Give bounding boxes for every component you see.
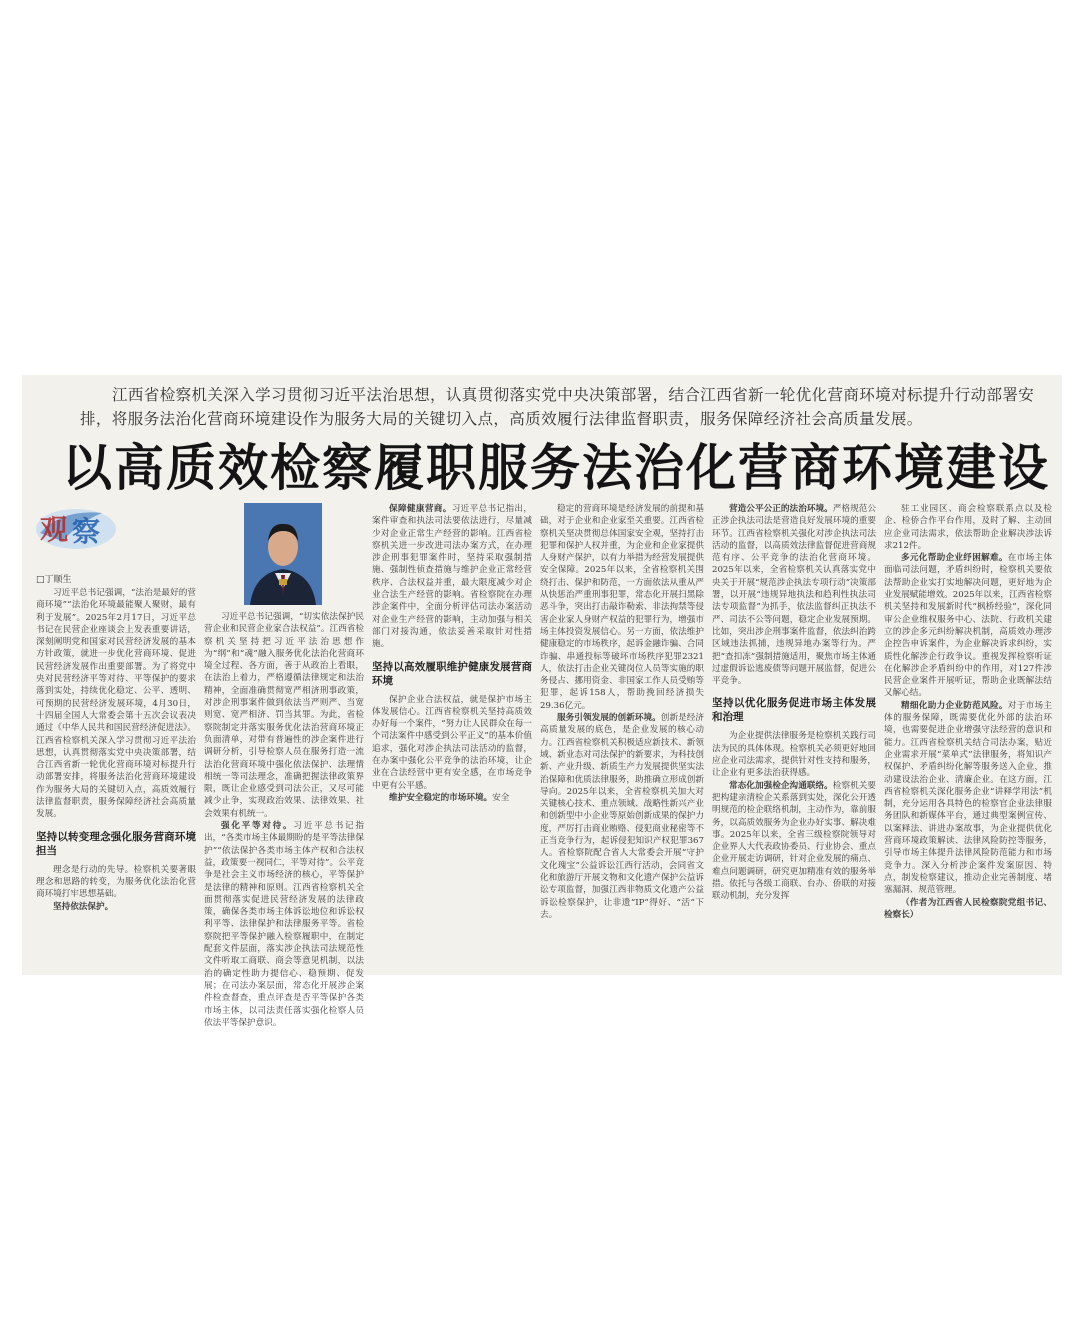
column-5 xyxy=(712,503,876,972)
svg-text:察: 察 xyxy=(72,515,101,548)
guancha-logo xyxy=(32,503,116,553)
run-in-heading: 多元化帮助企业纾困解难。 xyxy=(901,553,1008,564)
paragraph: 习近平总书记强调，“法治是最好的营商环境”“法治化环境最能聚人聚财，最有利于发展”。2025年2月17日，习近平总书记在民营企业座谈会上发表重要讲话，深刻阐明党和国家对民营经济发展的基本方针政策，就进一步优化营商环境、促进民营经济发展作出重要部署。为了将党中央对民营经济平等对待、平等保护的要求落到实处，持续优化稳定、公平、透明、可预期的民营经济发展环境，4月30日，十四届全国人大常委会第十五次会议表决通过《中华人民共和国民营经济促进法》。江西省检察机关深入学习贯彻习近平法治思想，认真贯彻落实党中央决策部署，结合江西省新一轮优化营商环境对标提升行动部署安排，将服务法治化营商环境建设作为服务大局的关键切入点，高质效履行法律监督职责，服务保障经济社会高质量发展。 xyxy=(36,588,196,820)
byline: □丁顺生 xyxy=(36,575,72,585)
paragraph: 对于市场主体的服务保障，既需要优化外部的法治环境，也需要促进企业增强守法经营的意识和能力。江西省检察机关结合司法办案，贴近企业需求开展“菜单式”法律服务，将知识产权保护、矛盾纠纷化解等服务送入企业，推动建设法治企业、清廉企业。在这方面，江西省检察机关深化服务企业“讲释学用法”机制，充分运用各具特色的检察官企业法律服务团队和新媒体平台，通过典型案例宣传、以案释法、讲进办案故事，为企业提供优化营商环境政策解读、法律风险防控等服务，引导市场主体提升法律风险防范能力和市场竞争力。深入分析涉企案件发案原因、特点，制发检察建议，推动企业完善制度、堵塞漏洞、规范管理。 xyxy=(884,700,1052,896)
paragraph: 保护企业合法权益，就是保护市场主体发展信心。江西省检察机关坚持高质效办好每一个案件，“努力让人民群众在每一个司法案件中感受到公平正义”的基本价值追求，强化对涉企执法司法活动的监督，在办案中强化公平竞争的法治环境，让企业在合法经营中更有安全感，在市场竞争中更有公平感。 xyxy=(372,694,532,791)
paragraph: 稳定的营商环境是经济发展的前提和基础，对于企业和企业家至关重要。江西省检察机关坚决贯彻总体国家安全观，坚持打击犯罪和保护人权并重，为企业和企业家提供人身财产保护，以有力举措为经营发展提供安全保障。2025年以来，全省检察机关围绕打击、保护和防范，一方面依法从重从严从快惩治严重刑事犯罪，常态化开展扫黑除恶斗争，突出打击敲诈勒索、非法拘禁等侵害企业家人身财产权益的犯罪行为，增强市场主体投资发展信心。另一方面，依法维护健康稳定的市场秩序，起诉金融诈骗、合同诈骗、串通投标等破坏市场秩序犯罪2321人，依法打击企业关键岗位人员等实施的职务侵占、挪用资金、非国家工作人员受贿等犯罪，起诉158人，帮助挽回经济损失29.36亿元。 xyxy=(540,504,704,711)
run-in-heading: 服务引领发展的创新环境。 xyxy=(557,713,661,724)
svg-text:观: 观 xyxy=(40,513,69,546)
newspaper-page xyxy=(22,375,1062,1028)
column-6 xyxy=(884,503,1052,972)
paragraph: 创新是经济高质量发展的底色，是企业发展的核心动力。江西省检察机关积极适应新技术、新领域、新业态对司法保护的新要求，为科技创新、产业升级、新质生产力发展提供坚实法治保障和优质法律服务，助推确立形成创新导向。2025年以来，全省检察机关加大对关键核心技术、重点领域、战略性新兴产业和创新型中小企业等原始创新成果的保护力度，严厉打击商业贿赂、侵犯商业秘密等不正当竞争行为，起诉侵犯知识产权犯罪367人。省检察院配合省人大常委会开展“守护文化瑰宝”公益诉讼江西行活动，会同省文化和旅游厅开展文物和文化遗产保护公益诉讼专项监督，加强江西非物质文化遗产公益诉讼检察保护，让非遗“IP”得好、“活”下去。 xyxy=(540,713,704,920)
column-3 xyxy=(372,503,532,972)
paragraph: 理念是行动的先导。检察机关要著眼理念和思路的转变，为服务优化法治化营商环境打牢思想基础。 xyxy=(36,864,196,900)
paragraph: 检察机关要把构建亲清检企关系落到实处，深化公开透明规范的检企联络机制，主动作为，靠前服务，以高质效服务为企业办好实事、解决难事。2025年以来，全省三级检察院领导对企业界人大代表政协委员、行业协会、重点企业开展走访调研，针对企业发展的痛点、难点问题调研，研究更加精准有效的服务举措。依托与各级工商联、台办、侨联的对接联动机制，充分发挥 xyxy=(712,780,876,902)
column-4 xyxy=(540,503,704,972)
paragraph: 为企业提供法律服务是检察机关践行司法为民的具体体现。检察机关必须更好地回应企业司法需求，提供针对性支持和服务，让企业有更多法治获得感。 xyxy=(712,731,876,779)
run-in-heading: 保障健康营商。 xyxy=(389,504,452,514)
paragraph: 安全 xyxy=(492,792,510,803)
paragraph: 驻工业园区、商会检察联系点以及检企、检侨合作平台作用，及时了解、主动回应企业司法需求，依法帮助企业解决涉法诉求212件。 xyxy=(884,504,1052,551)
headline: 以高质效检察履职服务法治化营商环境建设 xyxy=(62,438,1050,497)
paragraph: 习近平总书记指出，“各类市场主体最期盼的是平等法律保护”“依法保护各类市场主体产权和合法权益，政策要一视同仁，平等对待”。公平竞争是社会主义市场经济的核心，平等保护是法律的精神和原则。江西省检察机关全面贯彻落实促进民营经济发展的法律政策，确保各类市场主体诉讼地位和诉讼权利平等、法律保护和法律服务平等。省检察院把平等保护融入检察履职中，在制定配套文件层面，落实涉企执法司法规范性文件听取工商联、商会等意见机制，以法治的确定性助力提信心、稳预期、促发展；在司法办案层面，常态化开展涉企案件检查督查，重点评查是否平等保护各类市场主体，以司法责任落实强化检察人员依法平等保护意识。 xyxy=(204,821,364,1028)
run-in-heading: 坚持依法保护。 xyxy=(53,901,114,912)
section-heading: 坚持以高效履职维护健康发展营商环境 xyxy=(372,660,532,687)
paragraph: 习近平总书记指出，案件审查和执法司法要依法进行，尽量减少对企业正常生产经营的影响。江西省检察机关进一步改进司法办案方式，在办理涉企刑事犯罪案件时，坚持采取强制措施、强制性侦查措施与维护企业正常经营秩序、合法权益并重，最大限度减少对企业合法生产经营的影响。省检察院在办理涉企案件中，全面分析评估司法办案活动对企业生产经营的影响，主动加强与相关部门对接沟通，依法妥善采取针对性措施。 xyxy=(372,504,532,650)
column-1 xyxy=(36,587,196,972)
column-2 xyxy=(204,611,364,1028)
run-in-heading: 常态化加强检企沟通联络。 xyxy=(729,780,833,791)
paragraph: 在市场主体面临司法问题，矛盾纠纷时，检察机关要依法帮助企业实打实地解决问题，更好地为企业发展赋能增效。2025年以来，江西省检察机关坚持和发展新时代“枫桥经验”，深化同审公企业维权服务中心、法院、行政机关建立的涉企多元纠纷解决机制，高质效办理涉企控告申诉案件，为企业解决诉求纠纷，实质性化解涉企行政争议。重视发挥检察听证在化解涉企矛盾纠纷中的作用，对127件涉民营企业案件开展听证，帮助企业既解法结又解心结。 xyxy=(884,553,1052,699)
run-in-heading: 强化平等对待。 xyxy=(221,821,294,832)
section-heading: 坚持以转变理念强化服务营商环境担当 xyxy=(36,830,196,857)
author-note: （作者为江西省人民检察院党组书记、检察长） xyxy=(884,897,1052,920)
paragraph: 严格规范公正涉企执法司法是营造良好发展环境的重要环节。江西省检察机关强化对涉企执法司法活动的监督，以高质效法律监督促进营商规范有序、公平竞争的法治化营商环境。2025年以来，全省检察机关认真落实党中央关于开展“规范涉企执法专项行动”决策部署，以开展“违规异地执法和趋利性执法司法专项监督”为抓手，依法监督纠正执法不严、司法不公等问题，稳定企业发展预期。比如，突出涉企刑事案件监督，依法纠治跨区域违法抓捕，违规异地办案等行为。严把“查扣冻”强制措施适用，聚焦市场主体通过虚假诉讼逃废债等问题开展监督，促进公平竞争。 xyxy=(712,504,876,687)
author-photo xyxy=(244,503,322,605)
section-heading: 坚持以优化服务促进市场主体发展和治理 xyxy=(712,697,876,724)
run-in-heading: 营造公平公正的法治环境。 xyxy=(729,504,833,514)
lead-paragraph: 江西省检察机关深入学习贯彻习近平法治思想，认真贯彻落实党中央决策部署，结合江西省新一轮优化营商环境对标提升行动部署安排，将服务法治化营商环境建设作为服务大局的关键切入点，高质效履行法律监督职责，服务保障经济社会高质量发展。 xyxy=(80,386,1035,428)
run-in-heading: 维护安全稳定的市场环境。 xyxy=(389,792,493,803)
paragraph: 习近平总书记强调，“切实依法保护民营企业和民营企业家合法权益”。江西省检察机关坚持把习近平法治思想作为“纲”和“魂”融入服务优化法治化营商环境全过程、各方面，善于从政治上看眼，在法治上着力，严格遵循法律规定和法治精神，全面准确贯彻宽严相济刑事政策，对涉企刑事案件做到依法当严则严、当宽则宽、宽严相济、罚当其罪。为此，省检察院制定并落实服务优化法治营商环境正负面清单，对带有普遍性的涉企案件进行调研分析，引导检察人员在服务打造一流法治化营商环境中强化依法保护、法理情相统一等司法理念，准确把握法律政策界限，既让企业感受到司法公正，又尽可能减少止争，实现政治效果、法律效果、社会效果有机统一。 xyxy=(204,612,364,819)
run-in-heading: 精细化助力企业防范风险。 xyxy=(901,700,1008,711)
